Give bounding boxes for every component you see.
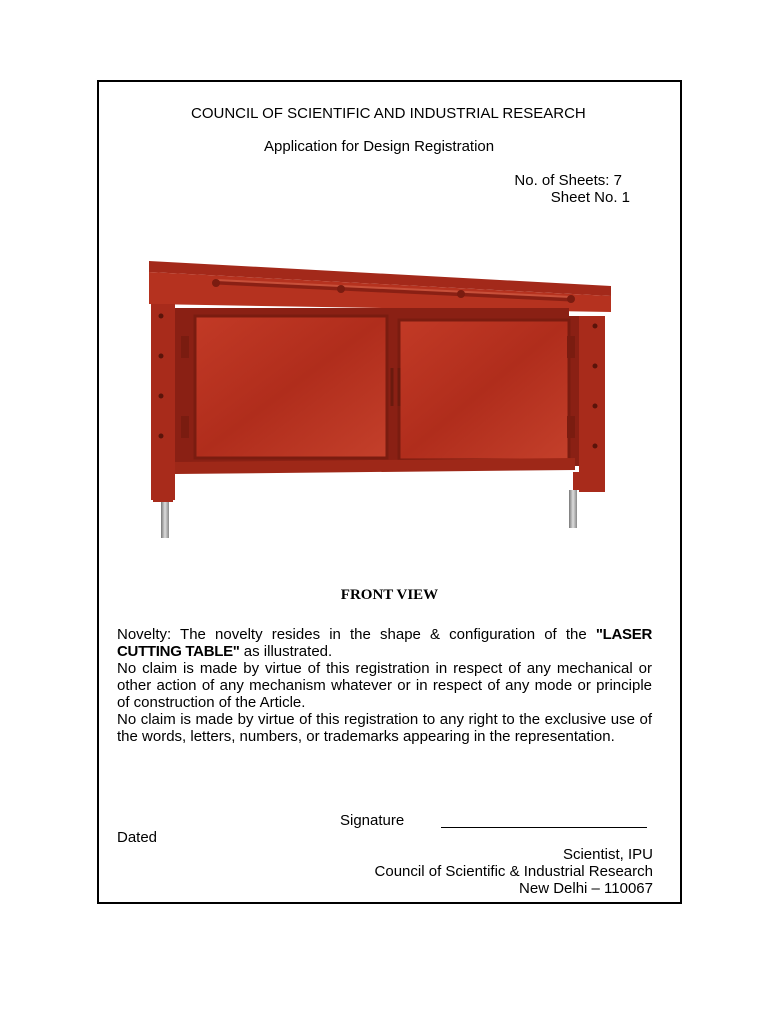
- novelty-prefix: Novelty: The novelty resides in the shape & configuration of the: [117, 626, 596, 643]
- application-title: Application for Design Registration: [264, 138, 495, 155]
- claim-paragraph-2: No claim is made by virtue of this registration to any right to the exclusive use of the words, letters, numbers, or trademarks appearing in the representation.: [117, 711, 652, 745]
- sheet-number: Sheet No. 1: [550, 189, 630, 206]
- novelty-item: "LASER CUTTING TABLE": [117, 626, 652, 660]
- description: [117, 626, 652, 745]
- address-block: [375, 846, 653, 897]
- address-line-1: Scientist, IPU: [562, 846, 653, 863]
- claim-paragraph-1: No claim is made by virtue of this registration in respect of any mechanical or other action of any mechanism whatever or in respect of any mode or principle of construction of the Article.: [117, 660, 652, 711]
- sheet-count: No. of Sheets: 7: [514, 172, 622, 189]
- novelty-paragraph: [117, 626, 652, 660]
- view-caption: FRONT VIEW: [340, 587, 439, 603]
- novelty-suffix: as illustrated.: [239, 643, 333, 660]
- signature-label: Signature: [340, 812, 405, 829]
- signature-line: [441, 827, 647, 828]
- address-line-3: New Delhi – 110067: [519, 880, 653, 897]
- dated-label: Dated: [117, 829, 158, 846]
- document-frame: [97, 80, 682, 904]
- address-line-2: Council of Scientific & Industrial Research: [374, 863, 653, 880]
- laser-cutting-table-photo: [111, 216, 637, 550]
- organization-title: COUNCIL OF SCIENTIFIC AND INDUSTRIAL RESEARCH: [191, 105, 586, 122]
